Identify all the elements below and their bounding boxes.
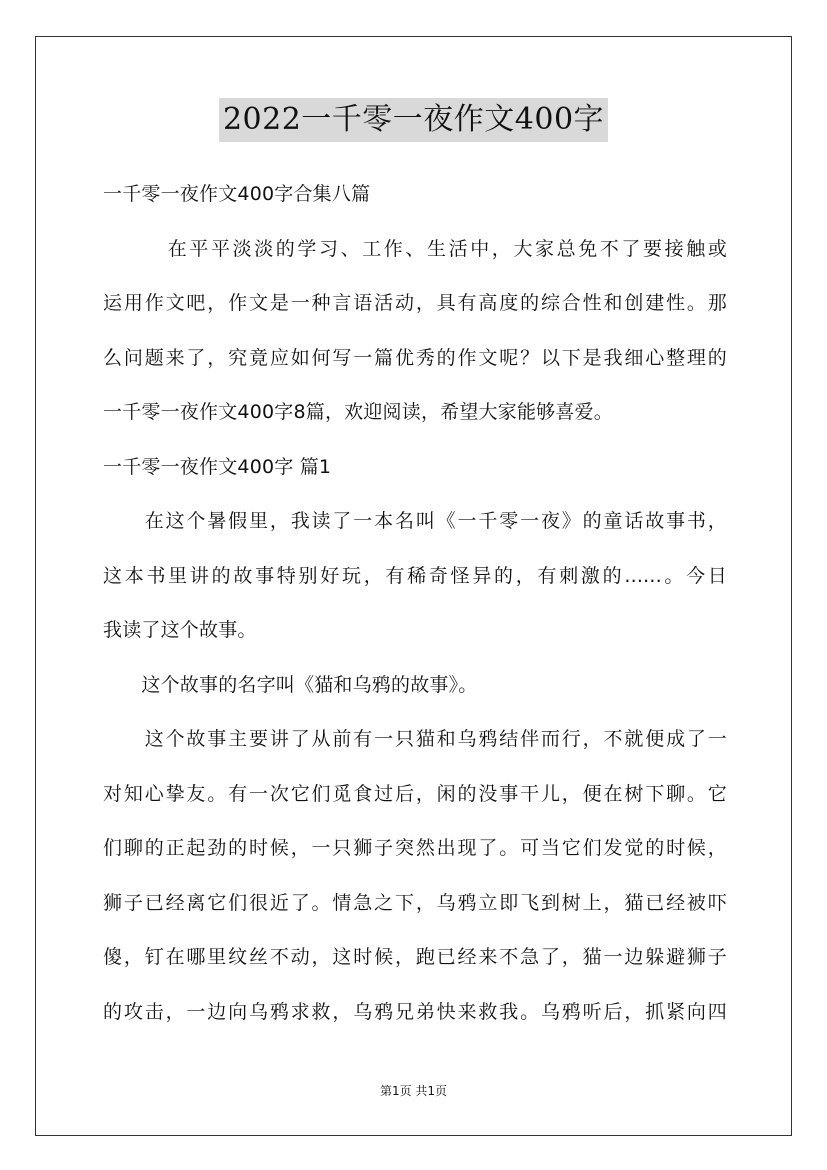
text-line: 的攻击，一边向乌鸦求救，乌鸦兄弟快来救我。乌鸦听后，抓紧向四: [103, 1000, 727, 1023]
text-line: 我读了这个故事。: [103, 619, 257, 641]
text-line: 运用作文吧，作文是一种言语活动，具有高度的综合性和创建性。那: [103, 292, 727, 314]
text-line: 傻，钉在哪里纹丝不动，这时候，跑已经来不急了，猫一边躲避狮子: [103, 946, 727, 968]
text-line: 们聊的正起劲的时候，一只狮子突然出现了。可当它们发觉的时候，: [103, 837, 727, 859]
text-line: 对知心挚友。有一次它们觅食过后，闲的没事干儿，便在树下聊。它: [103, 782, 727, 805]
document-title: 2022一千零一夜作文400字: [219, 98, 608, 142]
text-line: 这个故事的名字叫《猫和乌鸦的故事》。: [103, 673, 478, 696]
text-line: 在这个暑假里，我读了一本名叫《一千零一夜》的童话故事书，: [103, 510, 727, 532]
text-line: 么问题来了，究竟应如何写一篇优秀的作文呢？以下是我细心整理的: [103, 346, 727, 369]
title-container: [0, 98, 827, 142]
subtitle-line: 一千零一夜作文400字合集八篇: [103, 183, 371, 205]
text-line: 在平平淡淡的学习、工作、生活中，大家总免不了要接触或: [103, 237, 727, 260]
section-heading: 一千零一夜作文400字 篇1: [103, 455, 332, 478]
text-line: 一千零一夜作文400字8篇，欢迎阅读，希望大家能够喜爱。: [103, 401, 613, 423]
text-line: 狮子已经离它们很近了。情急之下，乌鸦立即飞到树上，猫已经被吓: [103, 891, 727, 914]
text-line: 这本书里讲的故事特别好玩，有稀奇怪异的，有刺激的......。今日: [103, 564, 727, 587]
document-body: [103, 175, 727, 1047]
text-line: 这个故事主要讲了从前有一只猫和乌鸦结伴而行，不就便成了一: [103, 728, 727, 750]
page-footer: 第1页 共1页: [379, 1084, 448, 1098]
